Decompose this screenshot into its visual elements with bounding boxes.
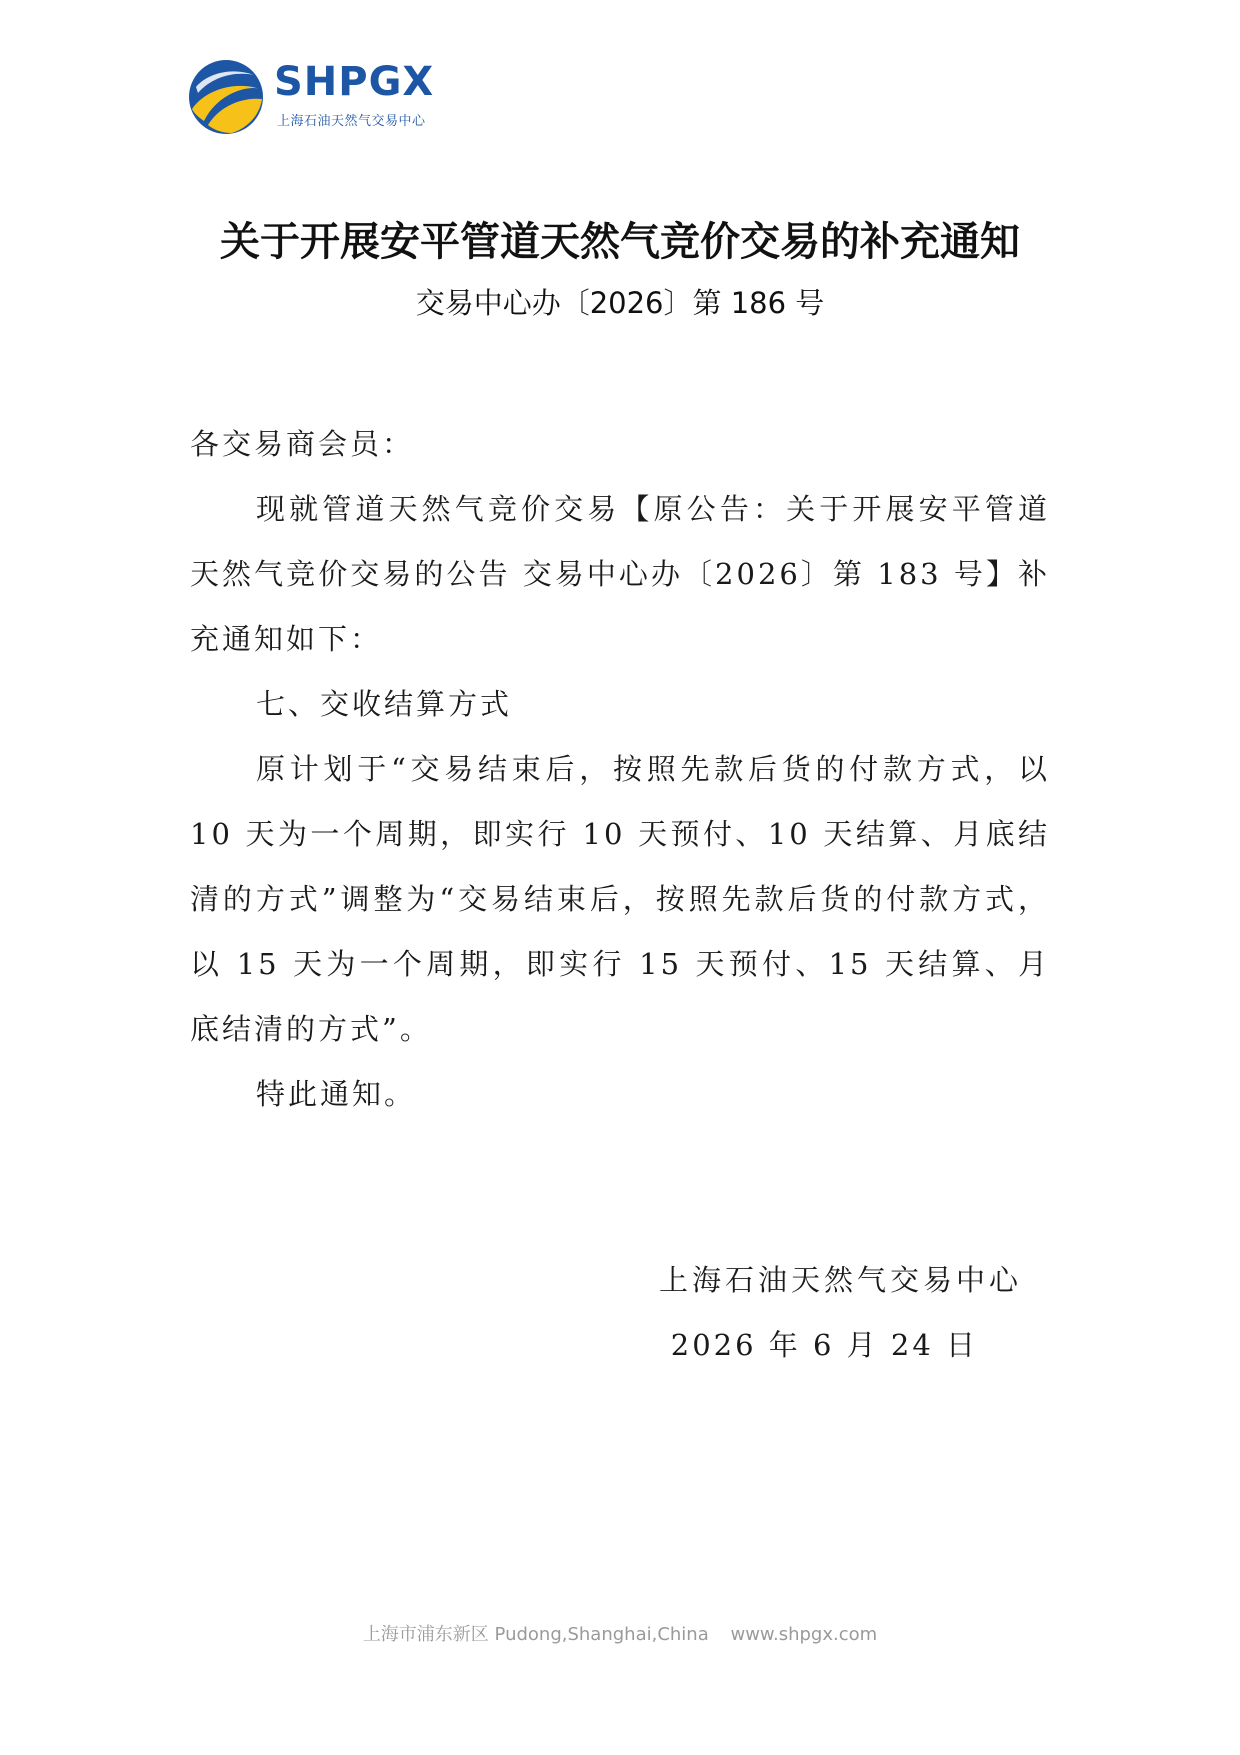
- intro-paragraph: 现就管道天然气竞价交易【原公告：关于开展安平管道天然气竞价交易的公告 交易中心办〔2026〕第 183 号】补充通知如下：: [190, 492, 1050, 656]
- page-footer: [0, 1620, 1240, 1646]
- footer-address: 上海市浦东新区 Pudong,Shanghai,China: [362, 1624, 709, 1645]
- document-title: 关于开展安平管道天然气竞价交易的补充通知: [220, 219, 1020, 265]
- footer-website: www.shpgx.com: [730, 1624, 878, 1645]
- salutation: 各交易商会员：: [190, 427, 415, 461]
- section-heading: 七、交收结算方式: [256, 687, 513, 721]
- signature-date: 2026 年 6 月 24 日: [670, 1328, 978, 1362]
- shpgx-logo: [188, 56, 435, 136]
- logo-name: SHPGX: [274, 59, 435, 105]
- shpgx-logo-icon: [188, 59, 264, 135]
- notice-body: [190, 412, 1050, 1127]
- detail-paragraph: 原计划于“交易结束后，按照先款后货的付款方式，以 10 天为一个周期，即实行 10 天预付、10 天结算、月底结清的方式”调整为“交易结束后，按照先款后货的付款方式，以 15 天为一个周期，即实行 15 天预付、15 天结算、月底结清的方式”。: [190, 752, 1050, 1046]
- document-number: 交易中心办〔2026〕第 186 号: [415, 286, 825, 320]
- closing-line: 特此通知。: [256, 1077, 417, 1111]
- signature-organization: 上海石油天然气交易中心: [658, 1263, 1022, 1297]
- logo-subtitle: 上海石油天然气交易中心: [277, 114, 426, 129]
